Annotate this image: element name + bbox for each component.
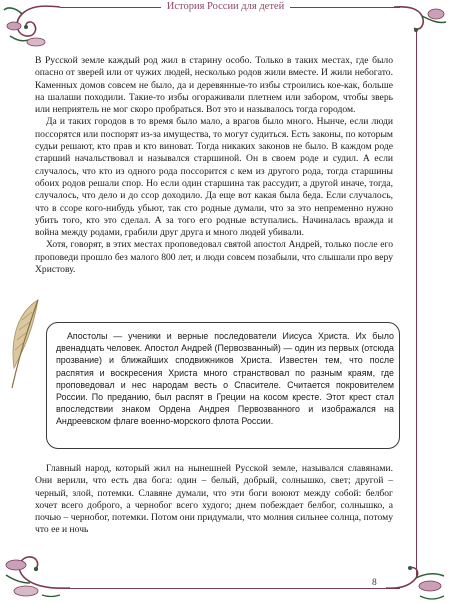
ornament-top-left — [2, 0, 64, 48]
page-number: 8 — [372, 578, 377, 588]
paragraph: Главный народ, который жил на нынешней Русской земле, назывался славянами. Они верили, что есть два бога: один – белый, добрый, солнышко, свет; другой – черный, злой, потемки. Славяне думали, что эти боги воюют между собой: белбог хочет всего доброго, а чернобог всего худого; днем побеждает белбог, солнышко, а почью – чернобог, потемки. Потом они придумали, что молния сильнее солнца, потому что ее и ночь — [35, 463, 393, 536]
frame-bottom-line — [60, 588, 400, 589]
body-text-top — [35, 55, 393, 276]
ornament-bottom-left — [2, 545, 72, 601]
paragraph: В Русской земле каждый род жил в старину особо. Только в таких местах, где было опасно от зверей или от чужих людей, несколько родов жили вместе. И жили небогато. Каменных домов совсем не было, да и деревянные-то избы строились кое-как, больше на шалаши походили. Такие-то избы огораживали плетнем или забором, чтобы зверь или неприятель не мог скоро пробраться. Вот это и называлось тогда городом. — [35, 55, 393, 116]
ornament-bottom-right — [384, 560, 450, 604]
running-header — [0, 0, 451, 14]
ornament-top-right — [392, 0, 450, 40]
quill-feather-icon — [4, 298, 46, 390]
running-header-text: История России для детей — [161, 1, 290, 12]
paragraph: Хотя, говорят, в этих местах проповедовал святой апостол Андрей, только после его проповеди прошло без малого 800 лет, и люди совсем позабыли, что слышали про веру Христову. — [35, 239, 393, 276]
body-text-bottom — [35, 463, 393, 537]
info-box-text: Апостолы — ученики и верные последователи Иисуса Христа. Их было двенадцать человек. Апостол Андрей (Первозванный) — один из первых (отсюда прозвание) и ближайших сподвижников Христа. Известен тем, что после распятия и воскресения Христа много странствовал по разным краям, где проповедовал и нес народам весть о Спасителе. Считается покровителем России. По преданию, был распят в Греции на косом кресте. Этот крест стал впоследствии знаком Ордена Андрея Первозванного и изображался на Андреевском флаге военно-морского флота России. — [56, 331, 394, 427]
paragraph: Да и таких городов в то время было мало, а врагов было много. Нынче, если люди поссорятся или поспорят из-за имущества, то могут судиться. Есть законы, по которым судьи решают, кто прав и кто виноват. Тогда никаких законов не было. В каждом роде старший начальствовал и назывался старшиной. Он в своем роде и судил. А если случалось, что кто из одного рода поссорится с кем из другого рода, тогда старшины обоих родов решали спор. Но если один старшина так рассудит, а другой иначе, тогда, случалось, что дело и до ссор доходило. Да еще вот какая была беда. Если случалось, что в ссоре кого-нибудь убьют, так сто родные думали, что за это непременно нужно убить того, кто это сделал. А за того его родные вступались. Начиналась вражда и война между родами, грабили друг друга и много людей убивали. — [35, 116, 393, 239]
frame-right-line — [416, 30, 417, 578]
